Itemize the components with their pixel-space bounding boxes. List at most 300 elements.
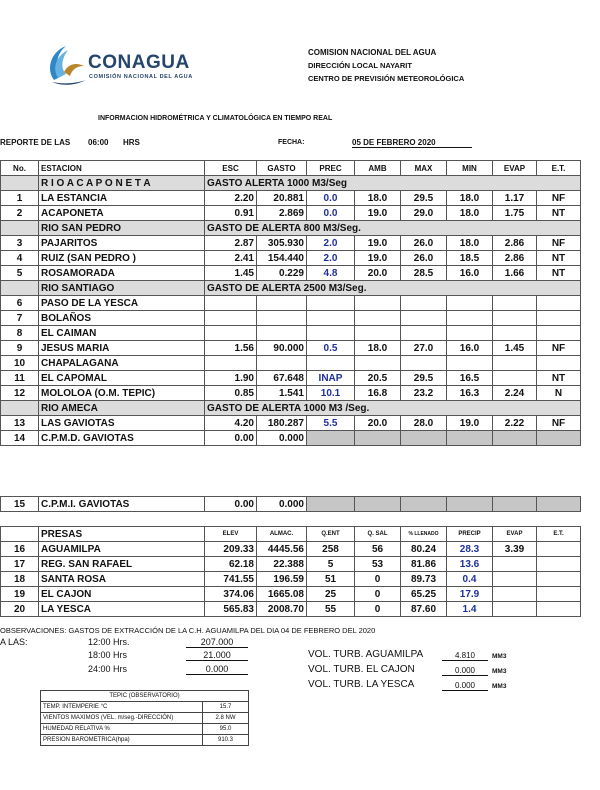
presa-llenado: 80.24 [401, 542, 447, 557]
col-header: EVAP [493, 161, 537, 176]
station-evap: 1.75 [493, 206, 537, 221]
station-gasto: 154.440 [257, 251, 307, 266]
station-min [447, 497, 493, 512]
presa-qent: 55 [307, 602, 355, 617]
station-prec [307, 296, 355, 311]
presa-row [1, 542, 581, 557]
station-esc: 0.00 [205, 431, 257, 446]
station-prec: 0.0 [307, 191, 355, 206]
presa-almac: 196.59 [257, 572, 307, 587]
station-min: 19.0 [447, 416, 493, 431]
station-name: PAJARITOS [39, 236, 205, 251]
col-header: ESTACION [39, 161, 205, 176]
presa-et [537, 542, 581, 557]
presa-llenado: 89.73 [401, 572, 447, 587]
station-esc: 0.91 [205, 206, 257, 221]
station-number: 6 [1, 296, 39, 311]
presa-name: REG. SAN RAFAEL [39, 557, 205, 572]
station-name: CHAPALAGANA [39, 356, 205, 371]
presa-et [537, 587, 581, 602]
presa-elev: 565.83 [205, 602, 257, 617]
station-prec: 2.0 [307, 236, 355, 251]
station-gasto [257, 311, 307, 326]
station-esc: 1.45 [205, 266, 257, 281]
station-max [401, 356, 447, 371]
station-min [447, 311, 493, 326]
station-evap [493, 371, 537, 386]
station-et: NF [537, 341, 581, 356]
station-prec: INAP [307, 371, 355, 386]
station-name: EL CAIMAN [39, 326, 205, 341]
station-prec: 4.8 [307, 266, 355, 281]
table-header-row [1, 161, 581, 176]
table-row [1, 206, 581, 221]
presa-almac: 1665.08 [257, 587, 307, 602]
station-max [401, 431, 447, 446]
col-header: ELEV [205, 527, 257, 542]
station-evap: 1.66 [493, 266, 537, 281]
section-alert: GASTO DE ALERTA 2500 M3/Seg. [205, 281, 581, 296]
tepic-row [41, 724, 249, 735]
organization-block [308, 46, 464, 85]
table-row [1, 416, 581, 431]
station-amb [355, 326, 401, 341]
presa-number: 18 [1, 572, 39, 587]
station-gasto [257, 356, 307, 371]
station-number: 15 [1, 497, 39, 512]
presa-number: 19 [1, 587, 39, 602]
col-header: EVAP [493, 527, 537, 542]
station-et: NT [537, 251, 581, 266]
station-number: 13 [1, 416, 39, 431]
station-esc: 4.20 [205, 416, 257, 431]
station-esc: 2.41 [205, 251, 257, 266]
station-name: LA ESTANCIA [39, 191, 205, 206]
section-row [1, 281, 581, 296]
station-min [447, 356, 493, 371]
station-max: 28.0 [401, 416, 447, 431]
station-esc: 1.90 [205, 371, 257, 386]
station-gasto [257, 296, 307, 311]
presa-qsal: 56 [355, 542, 401, 557]
org-line: DIRECCIÓN LOCAL NAYARIT [308, 61, 412, 70]
presa-almac: 2008.70 [257, 602, 307, 617]
section-row [1, 176, 581, 191]
section-name: RIO SAN PEDRO [39, 221, 205, 236]
reporte-label: REPORTE DE LAS [0, 138, 71, 147]
presas-table [0, 526, 581, 617]
presa-row [1, 602, 581, 617]
presa-qsal: 0 [355, 602, 401, 617]
presa-qsal: 53 [355, 557, 401, 572]
gasto-time: 24:00 Hrs [88, 664, 128, 674]
report-subtitle: INFORMACION HIDROMÉTRICA Y CLIMATOLÓGICA EN TIEMPO REAL [98, 115, 333, 122]
tepic-row [41, 735, 249, 746]
station-min: 18.0 [447, 206, 493, 221]
station-esc [205, 326, 257, 341]
station-prec [307, 431, 355, 446]
station-name: PASO DE LA YESCA [39, 296, 205, 311]
presa-qsal: 0 [355, 587, 401, 602]
table-row [1, 497, 581, 512]
station-evap [493, 497, 537, 512]
station-et: N [537, 386, 581, 401]
col-header: ESC [205, 161, 257, 176]
station-name: ROSAMORADA [39, 266, 205, 281]
observaciones-text: OBSERVACIONES: GASTOS DE EXTRACCIÓN DE LA C.H. AGUAMILPA DEL DIA 04 DE FEBRERO DEL 2020 [0, 626, 376, 635]
presa-number: 17 [1, 557, 39, 572]
gasto-value: 0.000 [186, 664, 248, 675]
station-number: 7 [1, 311, 39, 326]
station-et [537, 356, 581, 371]
station-amb [355, 431, 401, 446]
station-max: 29.0 [401, 206, 447, 221]
station-amb: 18.0 [355, 341, 401, 356]
section-row [1, 221, 581, 236]
station-number: 9 [1, 341, 39, 356]
station-evap [493, 326, 537, 341]
presa-et [537, 557, 581, 572]
tepic-label: TEMP. INTEMPERIE °C [41, 702, 203, 713]
col-header: Q. SAL [355, 527, 401, 542]
org-line: COMISION NACIONAL DEL AGUA [308, 48, 437, 57]
station-min: 16.5 [447, 371, 493, 386]
station-gasto: 0.229 [257, 266, 307, 281]
station-max: 28.5 [401, 266, 447, 281]
logo-name: CONAGUA [88, 52, 190, 73]
station-amb: 20.5 [355, 371, 401, 386]
presas-header-row [1, 527, 581, 542]
station-name: C.P.M.I. GAVIOTAS [39, 497, 205, 512]
station-prec: 5.5 [307, 416, 355, 431]
station-name: EL CAPOMAL [39, 371, 205, 386]
table-row [1, 341, 581, 356]
station-min: 16.3 [447, 386, 493, 401]
tepic-value: 15.7 [203, 702, 249, 713]
station-prec [307, 311, 355, 326]
station-esc [205, 296, 257, 311]
presa-almac: 22.388 [257, 557, 307, 572]
presa-precip: 0.4 [447, 572, 493, 587]
presa-qsal: 0 [355, 572, 401, 587]
presa-qent: 25 [307, 587, 355, 602]
station-number: 12 [1, 386, 39, 401]
station-max: 23.2 [401, 386, 447, 401]
presa-evap: 3.39 [493, 542, 537, 557]
col-header: GASTO [257, 161, 307, 176]
station-amb: 19.0 [355, 206, 401, 221]
gasto-time: 12:00 Hrs. [88, 637, 130, 647]
section-alert: GASTO ALERTA 1000 M3/Seg [205, 176, 581, 191]
section-alert: GASTO DE ALERTA 800 M3/Seg. [205, 221, 581, 236]
station-number: 3 [1, 236, 39, 251]
col-header: E.T. [537, 161, 581, 176]
table-row [1, 251, 581, 266]
station-max [401, 497, 447, 512]
station-15-table [0, 496, 581, 512]
hrs-label: HRS [123, 138, 140, 147]
station-evap: 1.45 [493, 341, 537, 356]
table-row [1, 266, 581, 281]
station-max [401, 296, 447, 311]
vol-turb-unit: MM3 [492, 668, 507, 675]
station-max: 29.5 [401, 191, 447, 206]
station-min: 16.0 [447, 341, 493, 356]
station-number: 2 [1, 206, 39, 221]
station-esc: 1.56 [205, 341, 257, 356]
table-row [1, 431, 581, 446]
station-et [537, 497, 581, 512]
table-row [1, 356, 581, 371]
tepic-value: 2.8 NW [203, 713, 249, 724]
station-et: NF [537, 191, 581, 206]
tepic-label: HUMEDAD RELATIVA % [41, 724, 203, 735]
presa-precip: 17.9 [447, 587, 493, 602]
vol-turb-value: 4.810 [442, 651, 488, 661]
station-name: BOLAÑOS [39, 311, 205, 326]
station-gasto: 305.930 [257, 236, 307, 251]
logo-subtitle: COMISIÓN NACIONAL DEL AGUA [89, 74, 193, 80]
station-name: ACAPONETA [39, 206, 205, 221]
station-evap [493, 431, 537, 446]
presa-evap [493, 557, 537, 572]
tepic-row [41, 713, 249, 724]
section-name: R I O A C A P O N E T A [39, 176, 205, 191]
tepic-observatorio-table [40, 690, 249, 746]
station-amb: 18.0 [355, 191, 401, 206]
station-prec [307, 326, 355, 341]
presa-almac: 4445.56 [257, 542, 307, 557]
station-amb: 16.8 [355, 386, 401, 401]
table-row [1, 386, 581, 401]
table-row [1, 236, 581, 251]
station-et: NT [537, 206, 581, 221]
station-evap: 2.22 [493, 416, 537, 431]
presa-precip: 1.4 [447, 602, 493, 617]
presa-precip: 28.3 [447, 542, 493, 557]
station-evap [493, 311, 537, 326]
col-header: No. [1, 161, 39, 176]
station-min: 18.5 [447, 251, 493, 266]
tepic-value: 95.0 [203, 724, 249, 735]
vol-turb-label: VOL. TURB. AGUAMILPA [308, 649, 424, 660]
reporte-time: 06:00 [88, 138, 109, 147]
presa-qent: 5 [307, 557, 355, 572]
station-max: 27.0 [401, 341, 447, 356]
station-prec: 10.1 [307, 386, 355, 401]
col-header: PRECIP [447, 527, 493, 542]
station-gasto: 67.648 [257, 371, 307, 386]
fecha-value: 05 DE FEBRERO 2020 [352, 138, 472, 148]
station-amb [355, 497, 401, 512]
station-gasto: 0.000 [257, 497, 307, 512]
station-et [537, 311, 581, 326]
station-amb [355, 311, 401, 326]
col-header: % LLENADO [401, 527, 447, 542]
vol-turb-value: 0.000 [442, 666, 488, 676]
station-gasto: 20.881 [257, 191, 307, 206]
station-amb: 19.0 [355, 251, 401, 266]
station-number: 4 [1, 251, 39, 266]
station-name: MOLOLOA (O.M. TEPIC) [39, 386, 205, 401]
station-min: 18.0 [447, 191, 493, 206]
col-header: MAX [401, 161, 447, 176]
station-number: 14 [1, 431, 39, 446]
presa-llenado: 87.60 [401, 602, 447, 617]
presa-llenado: 81.86 [401, 557, 447, 572]
station-min [447, 326, 493, 341]
station-et [537, 296, 581, 311]
presa-elev: 62.18 [205, 557, 257, 572]
presa-name: EL CAJON [39, 587, 205, 602]
section-row [1, 401, 581, 416]
station-name: LAS GAVIOTAS [39, 416, 205, 431]
section-alert: GASTO DE ALERTA 1000 M3 /Seg. [205, 401, 581, 416]
station-min: 18.0 [447, 236, 493, 251]
station-evap: 2.86 [493, 236, 537, 251]
station-et [537, 326, 581, 341]
tepic-row [41, 702, 249, 713]
station-name: JESUS MARIA [39, 341, 205, 356]
presa-row [1, 557, 581, 572]
vol-turb-value: 0.000 [442, 681, 488, 691]
vol-turb-label: VOL. TURB. EL CAJON [308, 664, 415, 675]
presa-elev: 209.33 [205, 542, 257, 557]
section-name: RIO SANTIAGO [39, 281, 205, 296]
station-gasto: 1.541 [257, 386, 307, 401]
tepic-title: TEPIC (OBSERVATORIO) [41, 691, 249, 702]
presa-qent: 51 [307, 572, 355, 587]
presa-elev: 741.55 [205, 572, 257, 587]
station-min [447, 296, 493, 311]
station-max: 26.0 [401, 236, 447, 251]
tepic-label: VIENTOS MAXIMOS (VEL. m/seg.-DIRECCIÓN) [41, 713, 203, 724]
presa-evap [493, 572, 537, 587]
station-number: 11 [1, 371, 39, 386]
station-et: NT [537, 266, 581, 281]
station-esc: 0.85 [205, 386, 257, 401]
station-esc: 0.00 [205, 497, 257, 512]
station-amb: 20.0 [355, 416, 401, 431]
station-evap [493, 356, 537, 371]
org-line: CENTRO DE PREVISIÓN METEOROLÓGICA [308, 74, 465, 83]
presa-elev: 374.06 [205, 587, 257, 602]
station-evap: 2.86 [493, 251, 537, 266]
presa-evap [493, 587, 537, 602]
station-number: 5 [1, 266, 39, 281]
col-header: E.T. [537, 527, 581, 542]
station-number: 8 [1, 326, 39, 341]
station-et: NT [537, 371, 581, 386]
station-number: 10 [1, 356, 39, 371]
station-evap [493, 296, 537, 311]
col-header: ALMAC. [257, 527, 307, 542]
presa-row [1, 572, 581, 587]
tepic-label: PRESION BAROMETRICA(hpa) [41, 735, 203, 746]
stations-table [0, 160, 581, 446]
station-name: RUIZ (SAN PEDRO ) [39, 251, 205, 266]
presa-qent: 258 [307, 542, 355, 557]
station-et: NF [537, 416, 581, 431]
presa-et [537, 572, 581, 587]
station-esc [205, 356, 257, 371]
station-prec [307, 497, 355, 512]
station-gasto: 2.869 [257, 206, 307, 221]
tepic-value: 910.3 [203, 735, 249, 746]
col-header: Q.ENT [307, 527, 355, 542]
presa-evap [493, 602, 537, 617]
vol-turb-label: VOL. TURB. LA YESCA [308, 679, 415, 690]
gasto-value: 21.000 [186, 650, 248, 661]
station-esc: 2.87 [205, 236, 257, 251]
station-min: 16.0 [447, 266, 493, 281]
table-row [1, 311, 581, 326]
presa-name: AGUAMILPA [39, 542, 205, 557]
presa-row [1, 587, 581, 602]
station-amb: 20.0 [355, 266, 401, 281]
vol-turb-unit: MM3 [492, 653, 507, 660]
conagua-logo-icon [44, 42, 90, 88]
table-row [1, 326, 581, 341]
station-max [401, 311, 447, 326]
station-max: 29.5 [401, 371, 447, 386]
station-amb: 19.0 [355, 236, 401, 251]
presa-number: 16 [1, 542, 39, 557]
station-prec [307, 356, 355, 371]
vol-turb-unit: MM3 [492, 683, 507, 690]
station-prec: 2.0 [307, 251, 355, 266]
station-prec: 0.5 [307, 341, 355, 356]
station-esc: 2.20 [205, 191, 257, 206]
station-gasto [257, 326, 307, 341]
station-max: 26.0 [401, 251, 447, 266]
station-gasto: 90.000 [257, 341, 307, 356]
station-name: C.P.M.D. GAVIOTAS [39, 431, 205, 446]
station-esc [205, 311, 257, 326]
col-header: MIN [447, 161, 493, 176]
station-gasto: 180.287 [257, 416, 307, 431]
a-las-label: A LAS: [0, 637, 28, 647]
station-amb [355, 296, 401, 311]
table-row [1, 296, 581, 311]
col-header: PREC [307, 161, 355, 176]
col-header: AMB [355, 161, 401, 176]
table-row [1, 371, 581, 386]
presa-name: LA YESCA [39, 602, 205, 617]
station-number: 1 [1, 191, 39, 206]
gasto-time: 18:00 Hrs [88, 650, 128, 660]
station-et: NF [537, 236, 581, 251]
presa-number: 20 [1, 602, 39, 617]
presa-name: SANTA ROSA [39, 572, 205, 587]
station-amb [355, 356, 401, 371]
presa-et [537, 602, 581, 617]
fecha-label: FECHA: [278, 139, 305, 146]
presas-title: PRESAS [39, 527, 205, 542]
section-name: RIO AMECA [39, 401, 205, 416]
station-et [537, 431, 581, 446]
station-evap: 1.17 [493, 191, 537, 206]
station-min [447, 431, 493, 446]
station-gasto: 0.000 [257, 431, 307, 446]
presa-llenado: 65.25 [401, 587, 447, 602]
station-max [401, 326, 447, 341]
table-row [1, 191, 581, 206]
station-evap: 2.24 [493, 386, 537, 401]
station-prec: 0.0 [307, 206, 355, 221]
presa-precip: 13.6 [447, 557, 493, 572]
gasto-value: 207.000 [186, 637, 248, 648]
